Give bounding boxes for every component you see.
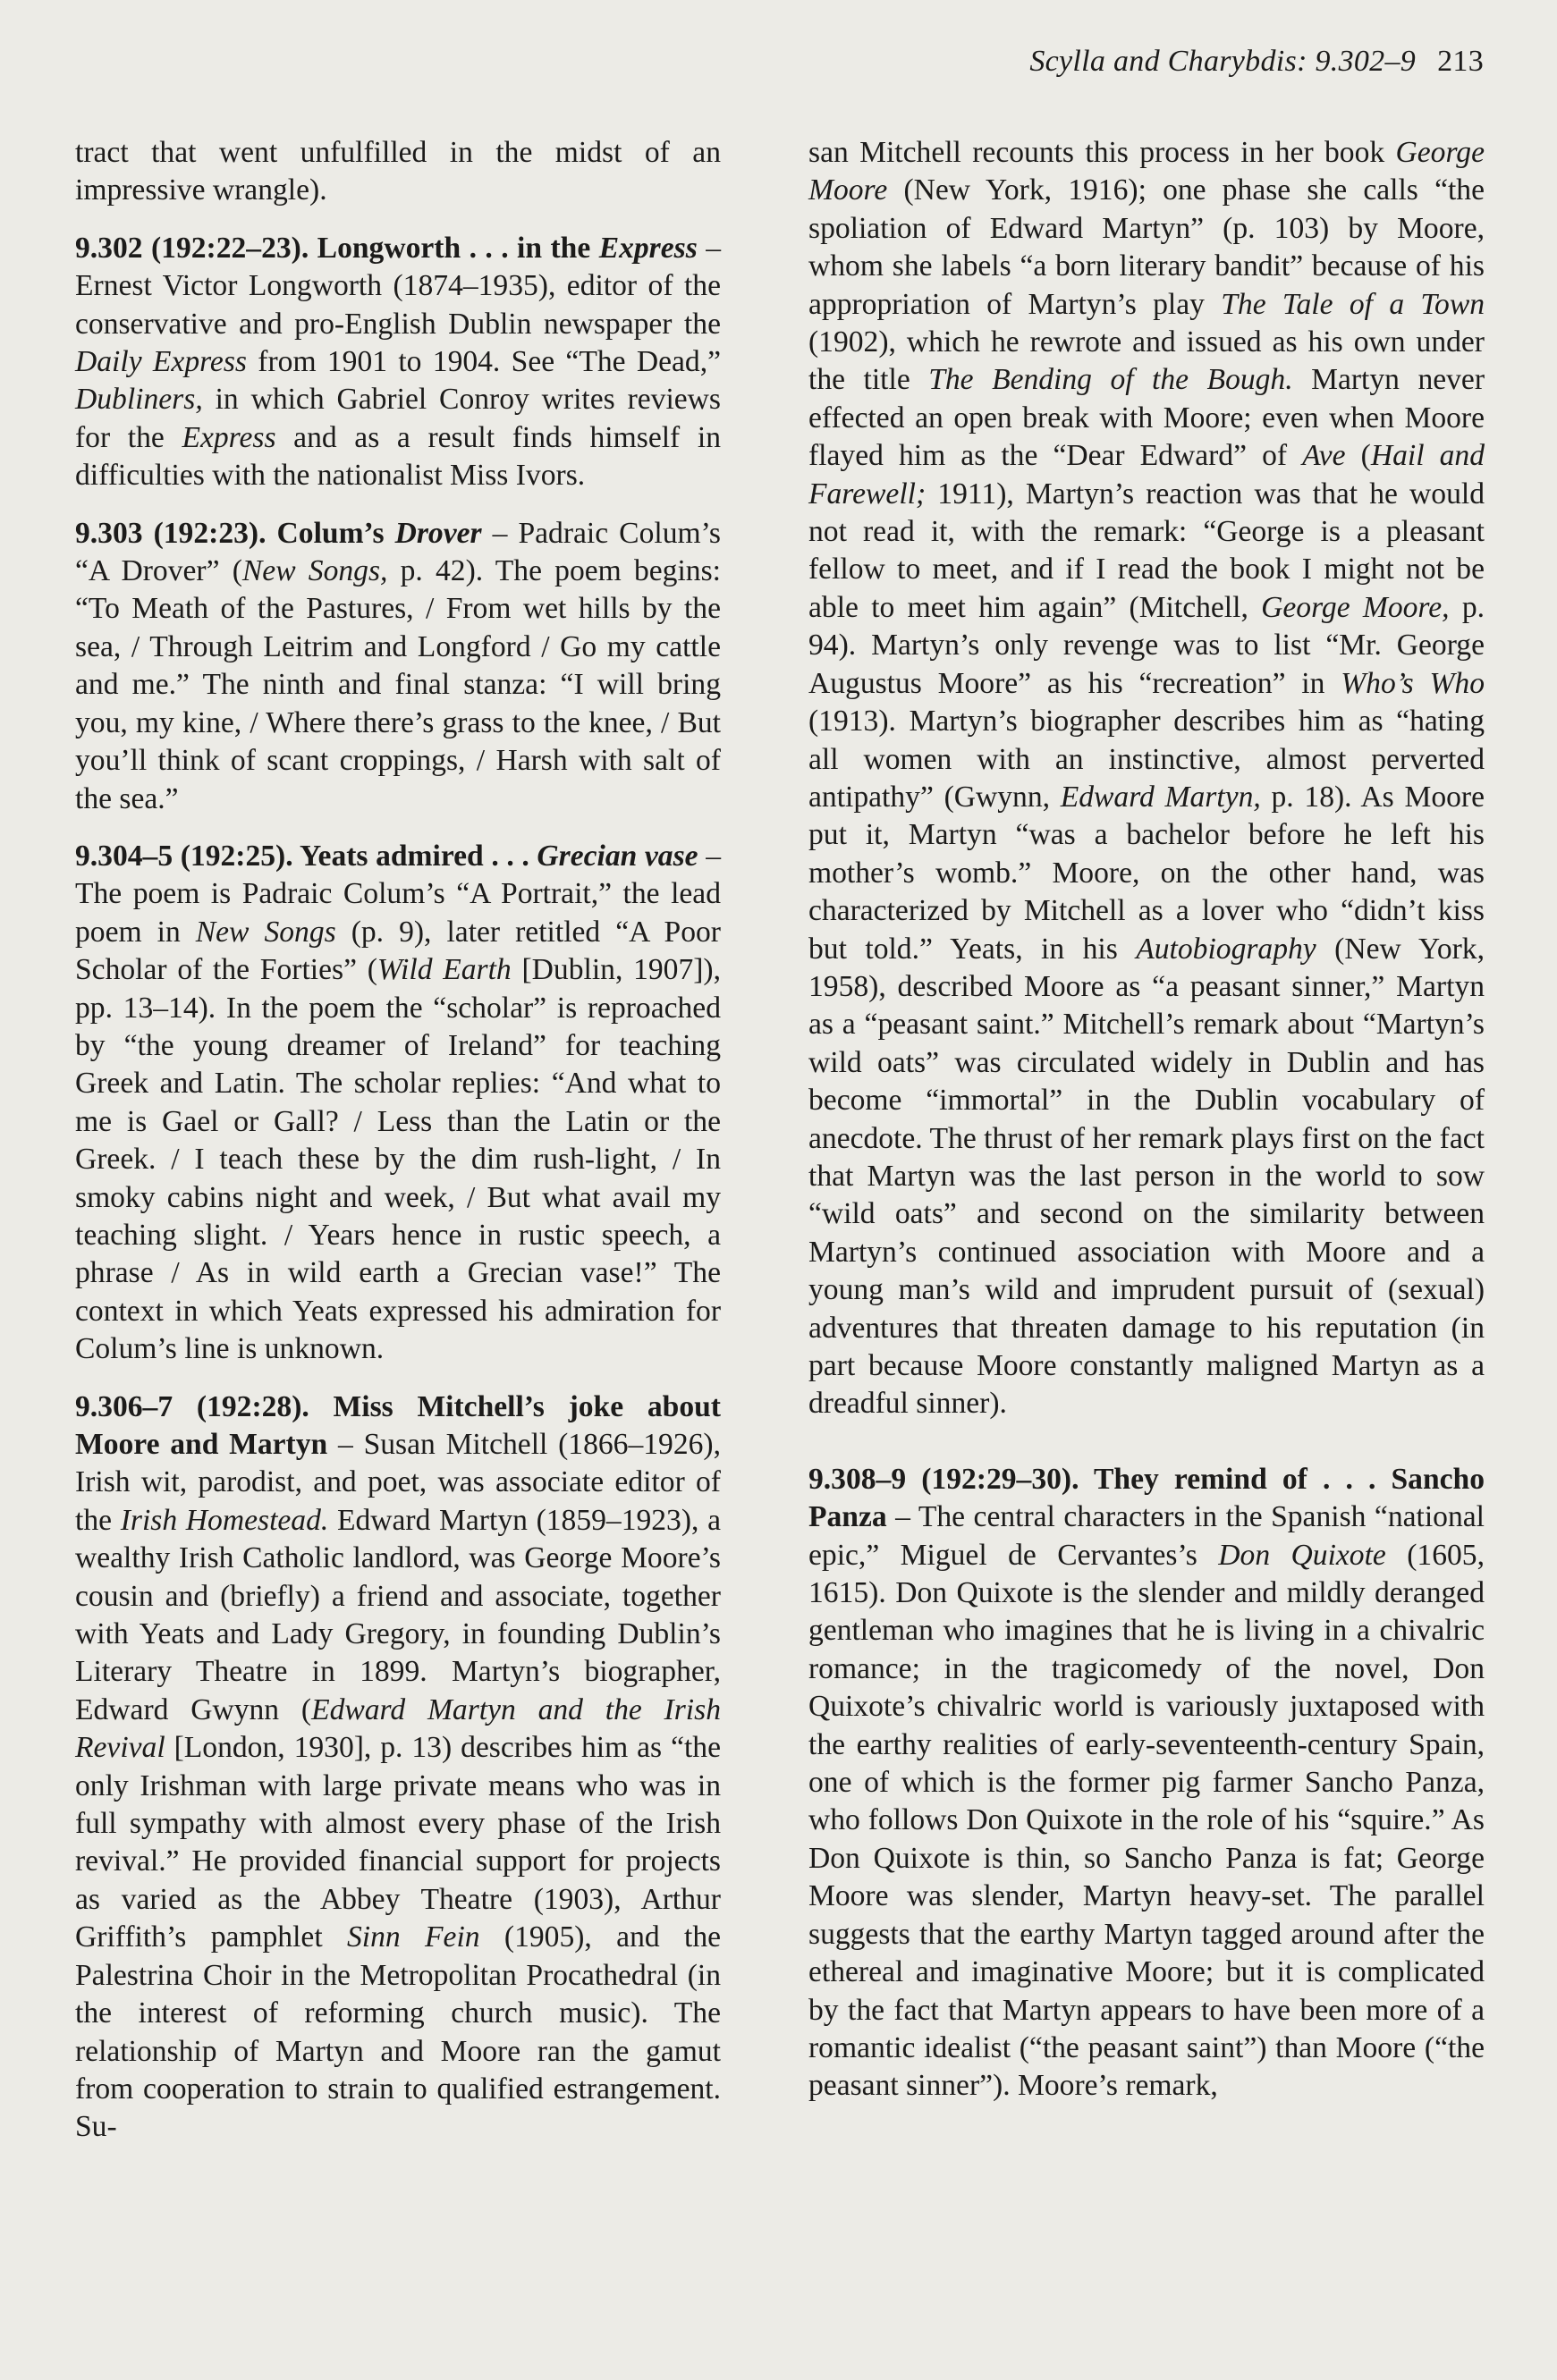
note-entry-9-303: 9.303 (192:23). Colum’s Drover – Padraic Colum’s “A Drover” (New Songs, p. 42). The poem begins: “To Meath of the Pastures, / From wet hills by the sea, / Through Leitrim and Longford / Go my cattle and me.” The ninth and final stanza: “I will bring you, my kine, / Where there’s grass to the knee, / But you’ll think of scant croppings, / Harsh with salt of the sea.” bbox=[75, 516, 721, 815]
entry-lemma: Colum’s bbox=[266, 516, 395, 550]
entry-lemma: Longworth . . . in the bbox=[309, 231, 599, 265]
paragraph-continuation: san Mitchell recounts this process in her book George Moore (New York, 1916); one phase she calls “the spoliation of Edward Martyn” (p. 103) by Moore, whom she labels “a born literary bandit” because of his appropriation of Martyn’s play The Tale of a Town (1902), which he rewrote and issued as his own under the title The Bending of the Bough. Martyn never effected an open break with Moore; even when Moore flayed him as the “Dear Edward” of Ave (Hail and Farewell; 1911), Martyn’s reaction was that he would not read it, with the remark: “George is a pleasant fellow to meet, and if I read the book I might not be able to meet him again” (Mitchell, George Moore, p. 94). Martyn’s only revenge was to list “Mr. George Augustus Moore” as his “recreation” in Who’s Who (1913). Martyn’s biographer describes him as “hating all women with an instinctive, almost perverted antipathy” (Gwynn, Edward Martyn, p. 18). As Moore put it, Martyn “was a bachelor before he left his mother’s womb.” Moore, on the other hand, was characterized by Mitchell as a lover who “didn’t kiss but told.” Yeats, in his Autobiography (New York, 1958), described Moore as “a peasant sinner,” Martyn as a “peasant saint.” Mitchell’s remark about “Martyn’s wild oats” was circulated widely in Dublin and has become “immortal” in the Dublin vocabulary of anecdote. The thrust of her remark plays first on the fact that Martyn was the last person in the world to sow “wild oats” and second on the similarity between Martyn’s continued association with Moore and a young man’s wild and imprudent pursuit of (sexual) adventures that threaten damage to his reputation (in part because Moore constantly maligned Martyn as a dreadful sinner). bbox=[808, 136, 1485, 1421]
note-entry-9-306: 9.306–7 (192:28). Miss Mitchell’s joke about Moore and Martyn – Susan Mitchell (1866–1926), Irish wit, parodist, and poet, was associate editor of the Irish Homestead. Edward Martyn (1859–1923), a wealthy Irish Catholic landlord, was George Moore’s cousin and (briefly) a friend and associate, together with Yeats and Lady Gregory, in founding Dublin’s Literary Theatre in 1899. Martyn’s biographer, Edward Gwynn (Edward Martyn and the Irish Revival [London, 1930], p. 13) describes him as “the only Irishman with large private means who was in full sympathy with almost every phase of the Irish revival.” He provided financial support for projects as varied as the Abbey Theatre (1903), Arthur Griffith’s pamphlet Sinn Fein (1905), and the Palestrina Choir in the Metropolitan Procathedral (in the interest of reforming church music). The relationship of Martyn and Moore ran the gamut from cooperation to strain to qualified estrangement. Su- bbox=[75, 1389, 722, 2144]
entry-reference: 9.303 (192:23). bbox=[75, 516, 267, 550]
entry-reference: 9.308–9 (192:29–30). bbox=[808, 1462, 1079, 1496]
entry-lemma-italic: Drover bbox=[394, 516, 482, 550]
entry-lemma: Miss Mitchell’s joke about Moore and Martyn bbox=[75, 1389, 721, 1461]
paragraph-continuation: tract that went unfulfilled in the midst of an impressive wrangle). bbox=[75, 136, 721, 207]
running-head: Scylla and Charybdis: 9.302–9 bbox=[1029, 45, 1417, 78]
note-entry-9-308: 9.308–9 (192:29–30). They remind of . . . Sancho Panza – The central characters in the Spanish “national epic,” Miguel de Cervantes’s Don Quixote (1605, 1615). Don Quixote is the slender and mildly deranged gentleman who imagines that he is living in a chivalric romance; in the tragicomedy of the novel, Don Quixote’s chivalric world is variously juxtaposed with the earthy realities of early-seventeenth-century Spain, one of which is the former pig farmer Sancho Panza, who follows Don Quixote in the role of his “squire.” As Don Quixote is thin, so Sancho Panza is fat; George Moore was slender, Martyn heavy-set. The parallel suggests that the earthy Martyn tagged around after the ethereal and imaginative Moore; but it is complicated by the fact that Martyn appears to have been more of a romantic idealist (“the peasant saint”) than Moore (“the peasant sinner”). Moore’s remark, bbox=[808, 1462, 1485, 2103]
note-entry-9-304: 9.304–5 (192:25). Yeats admired . . . Grecian vase – The poem is Padraic Colum’s “A Portrait,” the lead poem in New Songs (p. 9), later retitled “A Poor Scholar of the Forties” (Wild Earth [Dublin, 1907]), pp. 13–14). In the poem the “scholar” is reproached by “the young dreamer of Ireland” for teaching Greek and Latin. The scholar replies: “And what to me is Gael or Gall? / Less than the Latin or the Greek. / I teach these by the dim rush-light, / In smoky cabins night and week, / But what avail my teaching slight. / Years hence in rustic speech, a phrase / As in wild earth a Grecian vase!” The context in which Yeats expressed his admiration for Colum’s line is unknown. bbox=[75, 839, 721, 1366]
page-number: 213 bbox=[1437, 45, 1484, 78]
entry-reference: 9.302 (192:22–23). bbox=[75, 231, 309, 265]
entry-lemma: Yeats admired . . . bbox=[292, 839, 537, 873]
entry-lemma: They remind of . . . Sancho Panza bbox=[808, 1462, 1485, 1534]
entry-reference: 9.306–7 (192:28). bbox=[75, 1389, 309, 1423]
left-column bbox=[75, 134, 721, 2166]
entry-lemma-italic: Express bbox=[598, 231, 698, 265]
entry-lemma-italic: Grecian vase bbox=[537, 839, 698, 873]
entry-reference: 9.304–5 (192:25). bbox=[75, 839, 293, 873]
note-entry-9-302: 9.302 (192:22–23). Longworth . . . in the Express – Ernest Victor Longworth (1874–1935), editor of the conservative and pro-English Dublin newspaper the Daily Express from 1901 to 1904. See “The Dead,” Dubliners, in which Gabriel Conroy writes reviews for the Express and as a result finds himself in difficulties with the nationalist Miss Ivors. bbox=[75, 231, 722, 493]
page-header bbox=[1029, 45, 1484, 79]
right-column bbox=[808, 134, 1485, 2125]
